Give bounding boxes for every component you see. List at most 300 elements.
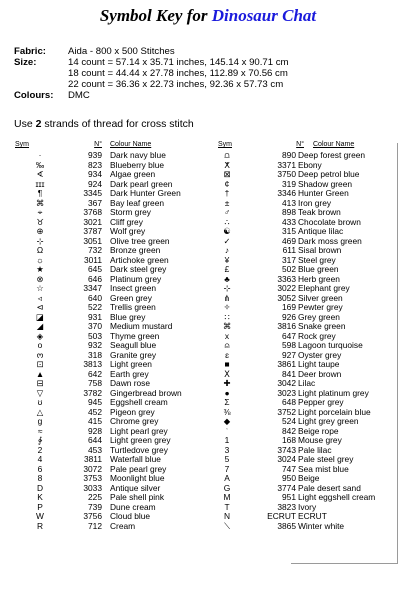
dmc-number: 3072 [83, 463, 102, 474]
dmc-number: 645 [88, 264, 102, 274]
colour-name: Oyster grey [298, 349, 342, 360]
dmc-number: 3052 [277, 292, 296, 303]
stitch-symbol: ⊕ [36, 226, 44, 236]
dmc-number: 524 [282, 416, 296, 426]
colour-name: Trellis green [110, 302, 156, 312]
colour-name: Platinum grey [110, 273, 162, 284]
dmc-number: 3743 [277, 444, 296, 455]
header-colour-name: Colour Name [110, 141, 152, 148]
key-row [0, 237, 208, 247]
title-pattern-name: Dinosaur Chat [211, 6, 317, 25]
dmc-number: 3363 [277, 273, 296, 284]
colour-name: Light porcelain blue [298, 406, 371, 417]
colour-name: Dark Hunter Green [110, 188, 181, 198]
stitch-symbol: ∴ [224, 216, 230, 227]
size-14-count: 14 count = 57.14 x 35.71 inches, 145.14 x 90.71 cm [68, 57, 289, 68]
colour-name: Antique lilac [298, 226, 344, 236]
dmc-number: 503 [88, 330, 102, 341]
stitch-symbol: ✧ [223, 302, 231, 312]
stitch-symbol: ± [224, 197, 230, 208]
dmc-number: 644 [88, 435, 102, 445]
dmc-number: 3042 [277, 378, 296, 388]
dmc-number: 712 [88, 520, 102, 531]
symbol-key-left-column [0, 141, 208, 531]
key-row [0, 246, 208, 256]
dmc-number: 367 [88, 197, 102, 208]
key-row [208, 522, 416, 532]
dmc-number: 469 [282, 235, 296, 246]
stitch-symbol: ¶ [37, 188, 43, 198]
stitch-symbol: M [223, 492, 231, 502]
stitch-symbol: ◃ [37, 292, 43, 303]
stitch-symbol: ✚ [223, 378, 231, 388]
dmc-number: 3813 [83, 359, 102, 369]
key-row [0, 256, 208, 266]
key-row [0, 360, 208, 370]
stitch-symbol: ʿ [225, 425, 229, 436]
colour-name: Rock grey [298, 330, 336, 341]
dmc-number: 3865 [277, 520, 296, 531]
stitch-symbol: ‰ [35, 159, 45, 170]
colour-name: Lilac [298, 378, 316, 388]
dmc-number: 934 [88, 169, 102, 179]
dmc-number: 890 [282, 150, 296, 160]
colour-name: Mouse grey [298, 435, 342, 445]
dmc-number: 3752 [277, 406, 296, 417]
colour-name: Deep forest green [298, 150, 366, 160]
colour-name: Earth grey [110, 368, 149, 379]
colour-name: Green grey [110, 292, 152, 303]
stitch-symbol: N [223, 511, 231, 521]
key-row [0, 465, 208, 475]
dmc-number: 3022 [277, 283, 296, 293]
symbol-key-right-column [208, 141, 416, 531]
stitch-symbol: ∷ [224, 311, 230, 322]
colour-name: Dune cream [110, 501, 156, 512]
dmc-number: 898 [282, 207, 296, 217]
stitch-symbol: T [224, 501, 230, 512]
colour-name: Olive tree green [110, 235, 170, 246]
header-number: N° [296, 141, 304, 148]
size-label: Size: [14, 57, 37, 68]
colour-name: Winter white [298, 520, 345, 531]
key-row [0, 493, 208, 503]
colour-name: Algae green [110, 169, 156, 179]
key-row [0, 332, 208, 342]
dmc-number: 747 [282, 463, 296, 474]
colours-value: DMC [68, 90, 90, 101]
stitch-symbol: 6 [37, 463, 43, 474]
colour-name: Artichoke green [110, 254, 169, 265]
dmc-number: 758 [88, 378, 102, 388]
stitch-symbol: ♂ [223, 207, 231, 217]
colour-name: Cream [110, 520, 136, 531]
stitch-symbol: ♉ [36, 216, 44, 227]
fabric-value: Aida - 800 x 500 Stitches [68, 46, 175, 57]
dmc-number: 3033 [83, 482, 102, 493]
stitch-symbol: ☆ [36, 283, 44, 293]
key-row [0, 218, 208, 228]
stitch-symbol: A [224, 473, 230, 483]
colour-name: Eggshell cream [110, 397, 168, 407]
dmc-number: 169 [282, 302, 296, 312]
colour-name: Blue grey [110, 311, 146, 322]
colour-name: Silver green [298, 292, 343, 303]
key-row [0, 503, 208, 513]
stitch-symbol: ● [224, 387, 230, 398]
header-colour-name: Colour Name [313, 141, 355, 148]
key-row [0, 151, 208, 161]
colour-name: Bay leaf green [110, 197, 165, 208]
header-number: N° [94, 141, 102, 148]
dmc-number: 3024 [277, 454, 296, 464]
colour-name: Elephant grey [298, 283, 350, 293]
key-row [0, 408, 208, 418]
dmc-number: 3051 [83, 235, 102, 246]
stitch-symbol: 2 [37, 444, 43, 455]
stitch-symbol: ɛ [225, 349, 229, 360]
colour-name: Storm grey [110, 207, 151, 217]
stitch-symbol: ≈ [37, 425, 43, 436]
dmc-number: 415 [88, 416, 102, 426]
dmc-number: 3011 [83, 254, 102, 265]
stitch-symbol: ∳ [37, 435, 43, 445]
colour-name: Grey green [298, 311, 340, 322]
dmc-number: 928 [88, 425, 102, 436]
key-row [0, 389, 208, 399]
stitch-symbol: · [38, 150, 42, 160]
stitch-symbol: ⊟ [36, 378, 44, 388]
stitch-symbol: ▲ [35, 368, 45, 379]
strand-count: 2 [35, 118, 42, 130]
stitch-symbol: ɪɪɪ [35, 178, 45, 189]
key-row [0, 436, 208, 446]
instruction-suffix: strands of thread for cross stitch [41, 118, 194, 130]
strand-instruction [14, 118, 194, 130]
stitch-symbol: ⟍ [224, 520, 230, 531]
title-main: Symbol Key for [99, 6, 208, 25]
key-row [0, 427, 208, 437]
dmc-number: 842 [282, 425, 296, 436]
dmc-number: 732 [88, 245, 102, 255]
key-row [0, 284, 208, 294]
key-row [0, 484, 208, 494]
stitch-symbol: 5 [224, 454, 230, 464]
header-sym: Sym [218, 141, 232, 148]
dmc-number: 3347 [83, 283, 102, 293]
stitch-symbol: ■ [224, 359, 230, 369]
key-row [0, 199, 208, 209]
key-row [0, 522, 208, 532]
colour-name: Dark pearl green [110, 178, 173, 189]
key-row [0, 265, 208, 275]
dmc-number: 453 [88, 444, 102, 455]
dmc-number: 3750 [277, 169, 296, 179]
colour-name: Deep petrol blue [298, 169, 360, 179]
colour-name: Iron grey [298, 197, 332, 208]
key-row [0, 170, 208, 180]
dmc-number: 927 [282, 349, 296, 360]
stitch-symbol: G [223, 482, 231, 493]
colour-name: Waterfall blue [110, 454, 161, 464]
colour-name: Pepper grey [298, 397, 344, 407]
stitch-symbol: ◪ [36, 311, 44, 322]
colour-name: Sisal brown [298, 245, 342, 255]
key-row [0, 474, 208, 484]
stitch-symbol: ♪ [224, 245, 230, 255]
colour-name: Granite grey [110, 349, 157, 360]
dmc-number: 823 [88, 159, 102, 170]
key-row [0, 189, 208, 199]
stitch-symbol: ◢ [36, 321, 44, 331]
key-row [0, 398, 208, 408]
page-title [0, 6, 416, 26]
key-row [0, 341, 208, 351]
colour-name: Chocolate brown [298, 216, 361, 227]
colour-name: Pale desert sand [298, 482, 361, 493]
stitch-symbol: ∢ [36, 169, 44, 179]
dmc-number: 168 [282, 435, 296, 445]
stitch-symbol: 8 [37, 473, 43, 483]
key-row [0, 294, 208, 304]
dmc-number: 950 [282, 473, 296, 483]
stitch-symbol: ⊹ [223, 283, 231, 293]
dmc-number: 841 [282, 368, 296, 379]
dmc-number: 932 [88, 340, 102, 350]
key-row [0, 322, 208, 332]
stitch-symbol: g [37, 416, 43, 426]
dmc-number: 3787 [83, 226, 102, 236]
dmc-number: 926 [282, 311, 296, 322]
fabric-label: Fabric: [14, 46, 46, 57]
colour-name: Hunter Green [298, 188, 349, 198]
dmc-number: 225 [88, 492, 102, 502]
colour-name: Light platinum grey [298, 387, 369, 398]
stitch-symbol: 7 [224, 463, 230, 474]
stitch-symbol: Ⅹ [224, 368, 230, 379]
dmc-number: 3023 [277, 387, 296, 398]
dmc-number: 611 [282, 245, 296, 255]
colour-name: Herb green [298, 273, 340, 284]
stitch-symbol: o [37, 340, 43, 350]
stitch-symbol: ⊹ [36, 235, 44, 246]
dmc-number: 522 [88, 302, 102, 312]
key-row [0, 512, 208, 522]
colour-name: Light eggshell cream [298, 492, 376, 502]
colour-name: Antique silver [110, 482, 161, 493]
key-row [0, 208, 208, 218]
size-18-count: 18 count = 44.44 x 27.78 inches, 112.89 x 70.56 cm [68, 68, 288, 79]
dmc-number: 598 [282, 340, 296, 350]
colour-name: Seagull blue [110, 340, 157, 350]
key-row [0, 417, 208, 427]
colour-name: Dark navy blue [110, 150, 166, 160]
colour-name: Blue green [298, 264, 339, 274]
colour-name: Snake green [298, 321, 346, 331]
stitch-symbol: ⋔ [223, 292, 231, 303]
colour-name: Thyme green [110, 330, 160, 341]
stitch-symbol: Σ [224, 397, 230, 407]
colour-name: Ivory [298, 501, 317, 512]
dmc-number: 3753 [83, 473, 102, 483]
stitch-symbol: ⍝ [224, 340, 230, 350]
stitch-symbol: ★ [36, 264, 44, 274]
stitch-symbol: 1 [224, 435, 230, 445]
stitch-symbol: ⊗ [36, 273, 44, 284]
dmc-number: 3811 [83, 454, 102, 464]
stitch-symbol: ⩍ [224, 150, 230, 160]
dmc-number: 3768 [83, 207, 102, 217]
key-row [0, 275, 208, 285]
dmc-number: 945 [88, 397, 102, 407]
dmc-number: 3371 [277, 159, 296, 170]
colour-name: Sea mist blue [298, 463, 349, 474]
dmc-number: 3021 [83, 216, 102, 227]
colour-name: Light green [110, 359, 152, 369]
colour-name: Light grey green [298, 416, 359, 426]
stitch-symbol: ⊡ [36, 359, 44, 369]
colour-name: ECRUT [298, 511, 327, 521]
colour-name: Turtledove grey [110, 444, 168, 455]
dmc-number: 413 [282, 197, 296, 208]
dmc-number: 433 [282, 216, 296, 227]
colour-name: Dark steel grey [110, 264, 167, 274]
colour-name: Deer brown [298, 368, 342, 379]
colour-name: Pale pearl grey [110, 463, 167, 474]
dmc-number: 739 [88, 501, 102, 512]
colour-name: Light green grey [110, 435, 171, 445]
size-22-count: 22 count = 36.36 x 22.73 inches, 92.36 x 57.73 cm [68, 79, 284, 90]
colour-name: Chrome grey [110, 416, 159, 426]
stitch-symbol: ♣ [224, 273, 230, 284]
stitch-symbol: W [36, 511, 44, 521]
colour-name: Steel grey [298, 254, 336, 265]
colour-name: Pale steel grey [298, 454, 354, 464]
dmc-number: 3345 [83, 188, 102, 198]
stitch-symbol: ⵅ [224, 159, 230, 170]
dmc-number: 502 [282, 264, 296, 274]
instruction-prefix: Use [14, 118, 36, 130]
stitch-symbol: £ [224, 264, 230, 274]
colour-name: Medium mustard [110, 321, 173, 331]
stitch-symbol: ✓ [223, 235, 231, 246]
stitch-symbol: 4 [37, 454, 43, 464]
stitch-symbol: Ω [36, 245, 44, 255]
dmc-number: 3774 [277, 482, 296, 493]
colour-name: Light pearl grey [110, 425, 168, 436]
dmc-number: 647 [282, 330, 296, 341]
dmc-number: 370 [88, 321, 102, 331]
left-rows [0, 151, 208, 531]
dmc-number: 642 [88, 368, 102, 379]
dmc-number: 924 [88, 178, 102, 189]
key-row [0, 227, 208, 237]
stitch-symbol: ⌘ [35, 197, 45, 208]
stitch-symbol: △ [36, 406, 44, 417]
dmc-number: ECRUT [267, 511, 296, 521]
dmc-number: 646 [88, 273, 102, 284]
colour-name: Pigeon grey [110, 406, 155, 417]
stitch-symbol: ⅜ [223, 406, 231, 417]
dmc-number: 640 [88, 292, 102, 303]
colour-name: Cloud blue [110, 511, 151, 521]
colour-name: Moonlight blue [110, 473, 165, 483]
colour-name: Wolf grey [110, 226, 146, 236]
stitch-symbol: P [37, 501, 43, 512]
stitch-symbol: K [37, 492, 43, 502]
dmc-number: 315 [282, 226, 296, 236]
dmc-number: 3861 [277, 359, 296, 369]
stitch-symbol: ☯ [223, 226, 231, 236]
dmc-number: 3816 [277, 321, 296, 331]
dmc-number: 3823 [277, 501, 296, 512]
colour-name: Bronze green [110, 245, 161, 255]
stitch-symbol: R [36, 520, 44, 531]
dmc-number: 931 [88, 311, 102, 322]
key-row [0, 161, 208, 171]
colour-name: Shadow green [298, 178, 353, 189]
colour-name: Pewter grey [298, 302, 343, 312]
colour-name: Beige rope [298, 425, 339, 436]
dmc-number: 3756 [83, 511, 102, 521]
stitch-symbol: ☼ [36, 254, 44, 265]
colour-name: Teak brown [298, 207, 341, 217]
colour-name: Beige [298, 473, 320, 483]
dmc-number: 318 [88, 349, 102, 360]
stitch-symbol: ⊠ [223, 169, 231, 179]
stitch-symbol: ◈ [36, 330, 44, 341]
stitch-symbol: ო [36, 349, 44, 360]
stitch-symbol: ¥ [224, 254, 230, 265]
stitch-symbol: x [224, 330, 230, 341]
stitch-symbol: ʊ [37, 397, 43, 407]
dmc-number: 452 [88, 406, 102, 417]
colours-label: Colours: [14, 90, 54, 101]
colour-name: Pale shell pink [110, 492, 165, 502]
colour-name: Light taupe [298, 359, 340, 369]
column-header [0, 141, 208, 151]
dmc-number: 3346 [277, 188, 296, 198]
key-row [0, 446, 208, 456]
stitch-symbol: ⌖ [37, 207, 43, 217]
dmc-number: 648 [282, 397, 296, 407]
colour-name: Ebony [298, 159, 322, 170]
key-row [0, 455, 208, 465]
colour-name: Blueberry blue [110, 159, 165, 170]
stitch-symbol: ⌘ [222, 321, 232, 331]
dmc-number: 3782 [83, 387, 102, 398]
colour-name: Gingerbread brown [110, 387, 182, 398]
stitch-symbol: ◆ [223, 416, 231, 426]
right-rows [208, 151, 416, 531]
colour-name: Insect green [110, 283, 157, 293]
colour-name: Pale lilac [298, 444, 332, 455]
key-row [0, 313, 208, 323]
dmc-number: 939 [88, 150, 102, 160]
colour-name: Lagoon turquoise [298, 340, 363, 350]
key-row [0, 370, 208, 380]
stitch-symbol: ⊲ [36, 302, 44, 312]
stitch-symbol: ▽ [36, 387, 44, 398]
stitch-symbol: † [224, 188, 230, 198]
colour-name: Dawn rose [110, 378, 151, 388]
stitch-symbol: ¢ [224, 178, 230, 189]
dmc-number: 317 [282, 254, 296, 265]
key-row [0, 351, 208, 361]
stitch-symbol: 3 [224, 444, 230, 455]
header-sym: Sym [15, 141, 29, 148]
colour-name: Dark moss green [298, 235, 362, 246]
